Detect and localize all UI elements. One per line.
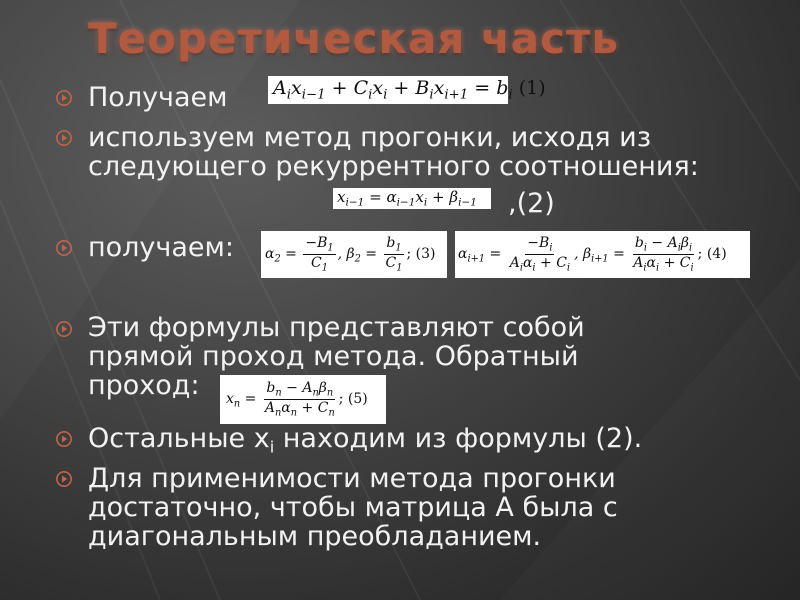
circled-triangle-icon: [55, 239, 73, 257]
circled-triangle-icon: [55, 470, 73, 488]
bullet-item-4: [88, 313, 688, 400]
bullet-5-subscript: i: [269, 437, 275, 457]
slide-title: Теоретическая часть: [88, 14, 619, 63]
formula-1-label: (1): [518, 77, 546, 100]
formula-1: $A_ix_{i-1} + C_ix_i + B_ix_{i+1} = b_i$ (1): [268, 76, 508, 104]
formula-5-label: ; (5): [338, 391, 368, 408]
bullet-item-2: [88, 123, 728, 181]
bullet-3-text: получаем:: [88, 232, 234, 263]
bullet-6-text: Для применимости метода прогонки достаточно, чтобы матрица A была с диагональным преобладанием.: [88, 463, 618, 552]
bullet-item-3: [88, 233, 288, 262]
formula-3-label: ; (3): [406, 246, 436, 263]
bullet-item-5: [88, 424, 778, 462]
bullet-5-text-after: находим из формулы (2).: [274, 423, 643, 454]
bullet-item-6: [88, 464, 703, 551]
bullet-4-text: Эти формулы представляют собой прямой проход метода. Обратный проход:: [88, 312, 585, 401]
circled-triangle-icon: [55, 129, 73, 147]
formula-2-number: ,(2): [508, 188, 555, 219]
formula-4: $\alpha_{i+1}$ = $\frac{-B_i}{A_i\alpha_i + C_i}$ , $\beta_{i+1}$ = $\frac{b_i - A_i\beta_i}{A_i\alpha_i + C_i}$ ; (4): [455, 231, 750, 278]
bullet-2-text: используем метод прогонки, исходя из следующего рекуррентного соотношения:: [88, 122, 699, 182]
bullet-1-text: Получаем: [88, 82, 228, 113]
circled-triangle-icon: [55, 430, 73, 448]
bullet-5-text-before: Остальные x: [88, 423, 270, 454]
formula-5: $x_n$ = $\frac{b_n - A_n\beta_n}{A_n\alpha_n + C_n}$ ; (5): [220, 375, 386, 424]
formula-2: $x_{i-1} = \alpha_{i-1}x_i + \beta_{i-1}$: [333, 188, 491, 209]
circled-triangle-icon: [55, 320, 73, 338]
formula-3: $\alpha_2$ = $\frac{-B_1}{C_1}$ , $\beta_2$ = $\frac{b_1}{C_1}$ ; (3): [261, 231, 447, 278]
formula-4-label: ; (4): [697, 246, 727, 263]
circled-triangle-icon: [55, 89, 73, 107]
